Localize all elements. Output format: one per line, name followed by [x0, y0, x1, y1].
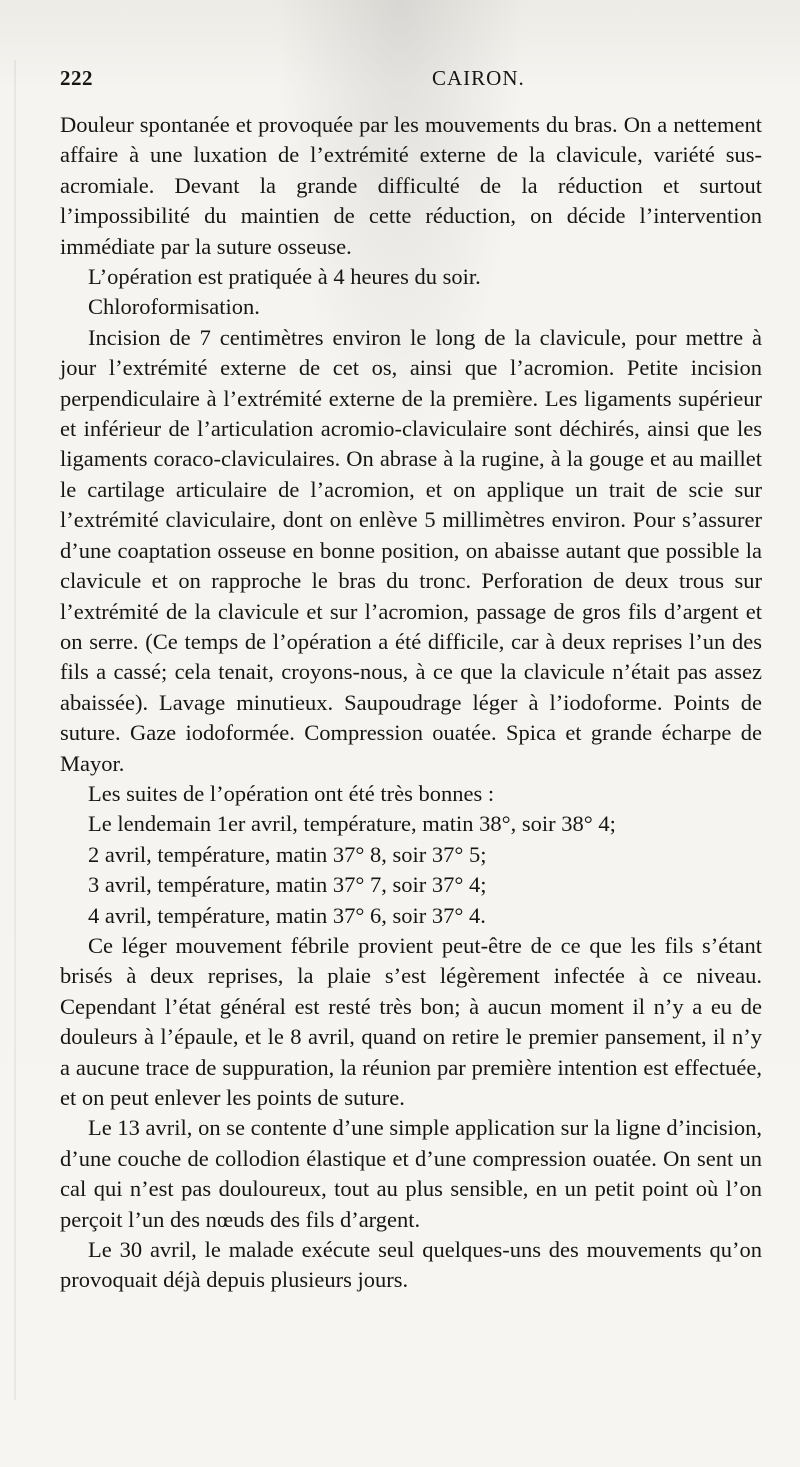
paragraph: Incision de 7 centimètres environ le long de la clavicule, pour mettre à jour l’extrémité externe de cet os, ainsi que l’acromion. Petite incision perpendiculaire à l’extrémité externe de la première. Les ligaments supérieur et inférieur de l’articulation acromio-claviculaire sont déchirés, ainsi que les ligaments coraco-claviculaires. On abrase à la rugine, à la gouge et au maillet le cartilage articulaire de l’acromion, et on applique un trait de scie sur l’extrémité claviculaire, dont on enlève 5 millimètres environ. Pour s’assurer d’une coaptation osseuse en bonne position, on abaisse autant que possible la clavicule et on rapproche le bras du tronc. Perforation de deux trous sur l’extrémité de la clavicule et sur l’acromion, passage de gros fils d’argent et on serre. (Ce temps de l’opération a été difficile, car à deux reprises l’un des fils a cassé; cela tenait, croyons-nous, à ce que la clavicule n’était pas assez abaissée). Lavage minutieux. Saupoudrage léger à l’iodoforme. Points de suture. Gaze iodoformée. Compression ouatée. Spica et grande écharpe de Mayor.	[60, 324, 762, 776]
paragraph: L’opération est pratiquée à 4 heures du soir.	[88, 264, 481, 290]
temperature-line: 4 avril, température, matin 37° 6, soir 37° 4.	[88, 902, 486, 928]
paragraph: Le 13 avril, on se contente d’une simple application sur la ligne d’incision, d’une couche de collodion élastique et d’une compression ouatée. On sent un cal qui n’est pas douloureux, tout au plus sensible, en un petit point où l’on perçoit l’un des nœuds des fils d’argent.	[60, 1115, 762, 1232]
temperature-line: Le lendemain 1er avril, température, matin 38°, soir 38° 4;	[88, 811, 616, 837]
running-head: CAIRON.	[432, 66, 525, 90]
temperature-line: 3 avril, température, matin 37° 7, soir 37° 4;	[88, 872, 487, 898]
paragraph: Le 30 avril, le malade exécute seul quelques-uns des mouvements qu’on provoquait déjà depuis plusieurs jours.	[60, 1237, 762, 1293]
paragraph: Les suites de l’opération ont été très bonnes :	[88, 780, 495, 806]
body-text	[60, 110, 762, 1296]
temperature-line: 2 avril, température, matin 37° 8, soir 37° 5;	[88, 841, 487, 867]
paragraph: Ce léger mouvement fébrile provient peut-être de ce que les fils s’étant brisés à deux reprises, la plaie s’est légèrement infectée à ce niveau. Cependant l’état général est resté très bon; à aucun moment il n’y a eu de douleurs à l’épaule, et le 8 avril, quand on retire le premier pansement, il n’y a aucune trace de suppuration, la réunion par première intention est effectuée, et on peut enlever les points de suture.	[60, 932, 762, 1110]
page-number: 222	[60, 66, 93, 90]
page-edge-shadow	[14, 60, 16, 1400]
paragraph: Douleur spontanée et provoquée par les mouvements du bras. On a nettement affaire à une luxation de l’extrémité externe de la clavicule, variété sus-acromiale. Devant la grande difficulté de la réduction et surtout l’impossibilité du maintien de cette réduction, on décide l’intervention immédiate par la suture osseuse.	[60, 112, 762, 259]
page-header	[60, 66, 760, 96]
paragraph: Chloroformisation.	[88, 294, 260, 320]
